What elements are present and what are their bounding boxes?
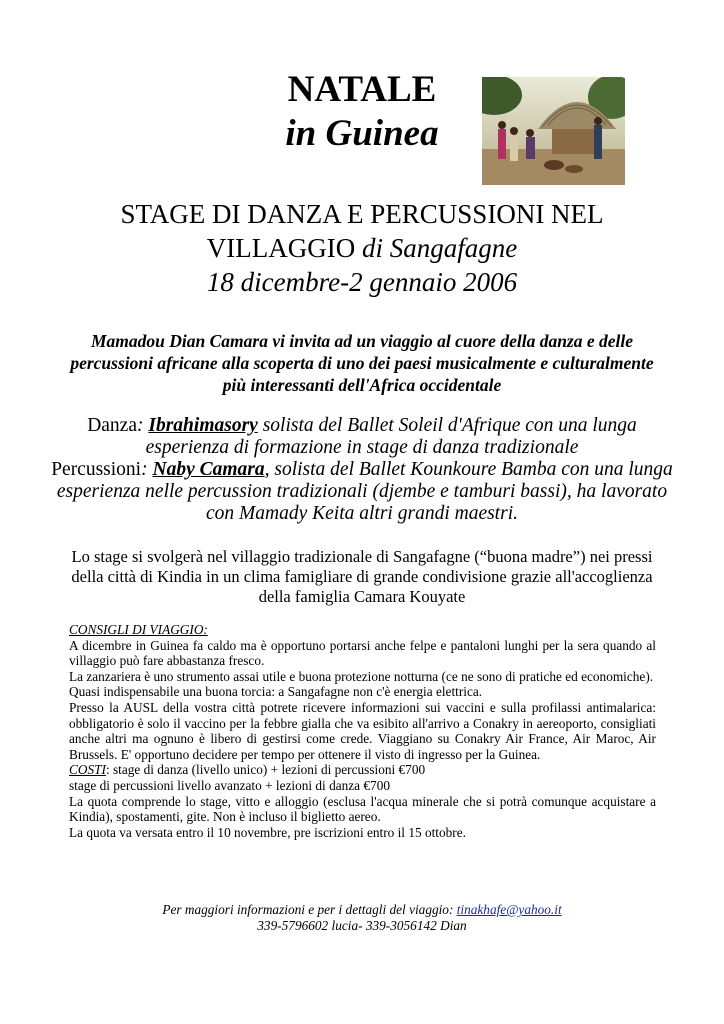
percussion-teacher-desc: , solista del Ballet Kounkoure Bamba con una lunga esperienza nelle percussion tradizionali (djembe e tamburi bassi), ha lavorato con Mamady Keita altri grandi maestri.	[56, 459, 673, 524]
dance-label: Danza	[87, 415, 137, 436]
advice-health: Presso la AUSL della vostra città potrete ricevere informazioni sui vaccini e sulla profilassi antimalarica: obbligatorio è solo il vaccino per la febbre gialla che va esibito all'arrivo a Conakry in aereoporto, consigliati anche altri ma ognuno è libero di gestirsi come crede. Viaggiano su Conakry Air France, Air Maroc, Air Brussels. E' opportuno decidere per tempo per ottenere il visto di ingresso per la Guinea.	[69, 699, 656, 762]
costs-includes: La quota comprende lo stage, vitto e alloggio (esclusa l'acqua minerale che si potrà comunque acquistare a Kindia), spostamenti, gite. Non è incluso il biglietto aereo.	[69, 793, 656, 825]
percussion-colon: :	[141, 459, 153, 480]
contact-email-link[interactable]: tinakhafe@yahoo.it	[456, 902, 562, 917]
subtitle-line2	[0, 231, 724, 265]
village-paragraph: Lo stage si svolgerà nel villaggio tradizionale di Sangafagne (“buona madre”) nei pressi della città di Kindia in un clima famigliare di grande condivisione grazie all'accoglienza della famiglia Camara Kouyate	[71, 547, 653, 606]
contact-phones: 339-5796602 lucia- 339-3056142 Dian	[257, 918, 467, 933]
advice-heading: CONSIGLI DI VIAGGIO:	[69, 622, 208, 637]
contact-section	[0, 902, 724, 934]
dance-teacher-desc: solista del Ballet Soleil d'Afrique con una lunga esperienza di formazione in stage di danza tradizionale	[145, 415, 637, 458]
subtitle-line1: STAGE DI DANZA E PERCUSSIONI NEL	[120, 199, 604, 229]
subtitle-village-name: di Sangafagne	[361, 233, 518, 263]
percussion-teacher-name: Naby Camara	[152, 459, 265, 480]
travel-advice-section	[69, 622, 656, 840]
intro-paragraph: Mamadou Dian Camara vi invita ad un viaggio al cuore della danza e delle percussioni africane alla scoperta di uno dei paesi musicalmente e culturalmente più interessanti dell'Africa occidentale	[70, 331, 654, 395]
contact-text: Per maggiori informazioni e per i dettagli del viaggio:	[162, 902, 457, 917]
dance-teacher-name: Ibrahimasory	[148, 415, 258, 436]
costs-line2: stage di percussioni livello avanzato + lezioni di danza €700	[69, 777, 390, 793]
village-hut-photo	[482, 77, 625, 185]
event-dates: 18 dicembre-2 gennaio 2006	[206, 267, 518, 297]
title-in-guinea: in Guinea	[285, 113, 439, 154]
costs-deadline: La quota va versata entro il 10 novembre, pre iscrizioni entro il 15 ottobre.	[69, 824, 466, 840]
advice-torch: Quasi indispensabile una buona torcia: a Sangafagne non c'è energia elettrica.	[69, 684, 483, 700]
advice-mosquito-net: La zanzariera è uno strumento assai utile e buona protezione notturna (ce ne sono di pratiche ed economiche).	[69, 668, 654, 684]
advice-clothing: A dicembre in Guinea fa caldo ma è opportuno portarsi anche felpe e pantaloni lunghi per la sera quando al villaggio può fare abbastanza fresco.	[69, 637, 656, 669]
event-subtitle	[0, 197, 724, 299]
title-natale: NATALE	[287, 69, 437, 110]
percussion-label: Percussioni	[51, 459, 142, 480]
village-photo-illustration	[482, 77, 625, 185]
costs-heading: COSTI	[69, 762, 106, 778]
teachers-section	[50, 415, 674, 525]
subtitle-village-label: VILLAGGIO	[206, 233, 362, 263]
dance-colon: :	[137, 415, 149, 436]
costs-line1: : stage di danza (livello unico) + lezioni di percussioni €700	[105, 762, 426, 778]
